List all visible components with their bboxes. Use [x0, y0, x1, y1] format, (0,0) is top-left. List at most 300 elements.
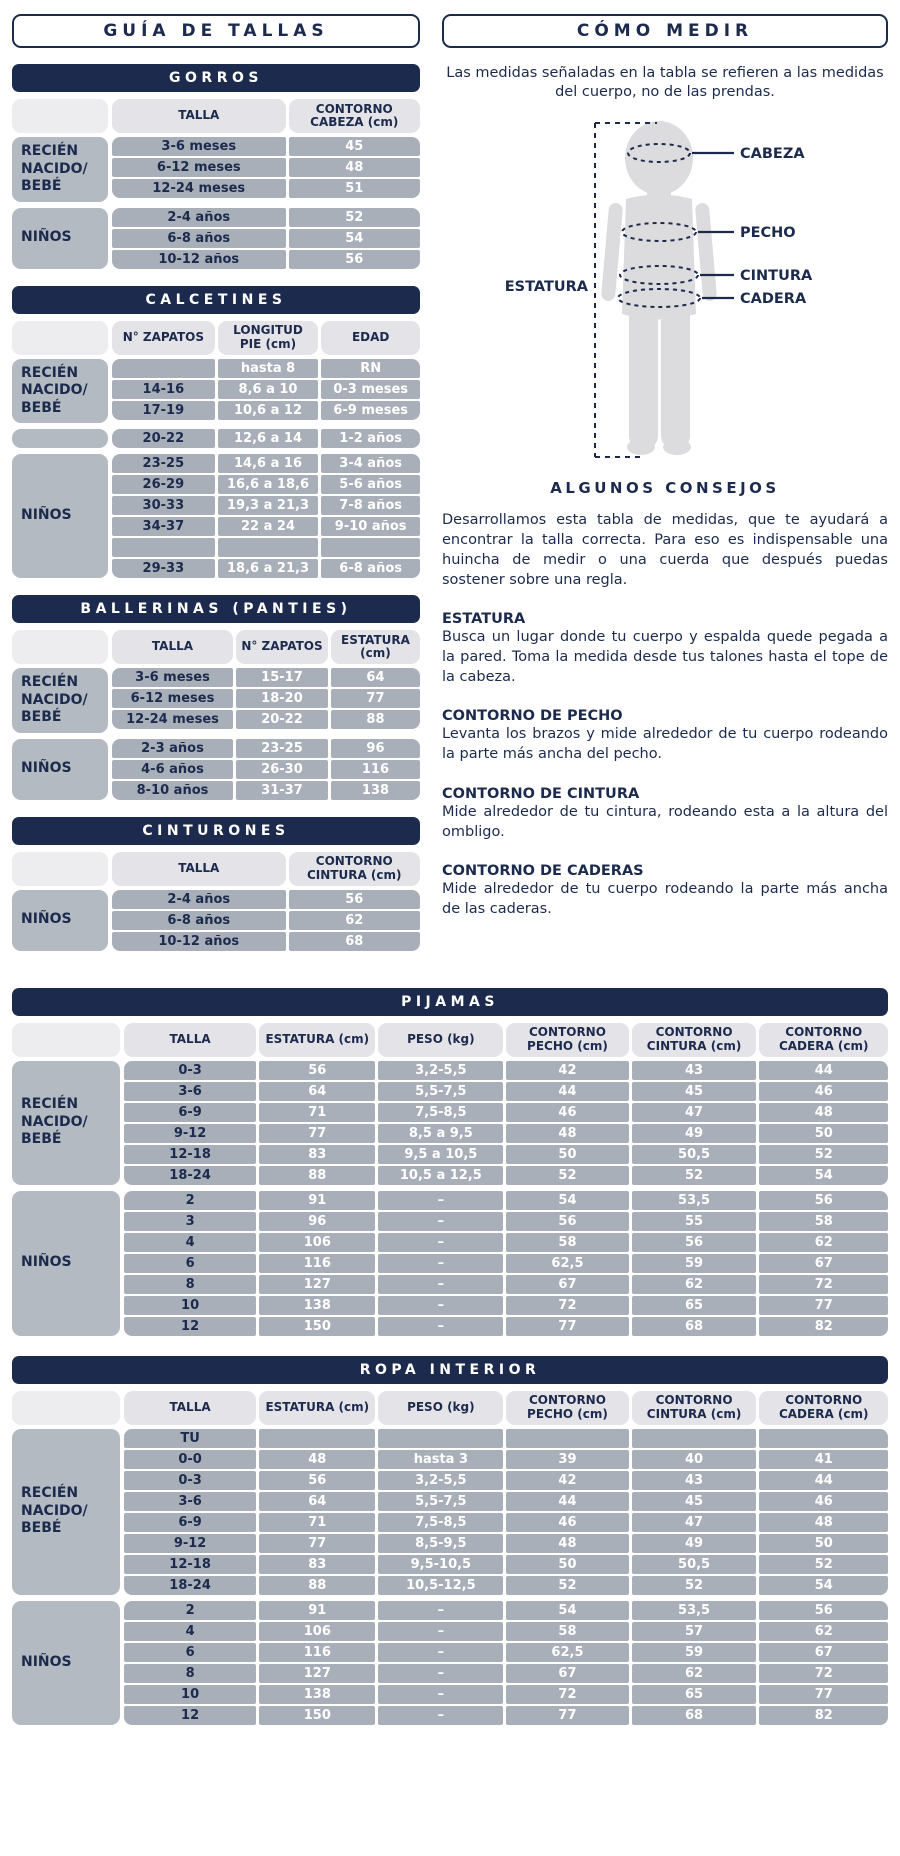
column-header: CONTORNO CINTURA (cm) — [632, 1023, 757, 1057]
table-row — [112, 475, 420, 494]
table-cell: 106 — [259, 1622, 375, 1641]
table-cell: 31-37 — [236, 781, 328, 800]
table-cell: 77 — [259, 1124, 375, 1143]
table-cell: 48 — [759, 1103, 888, 1122]
table-row — [124, 1622, 888, 1641]
table-cell: 82 — [759, 1706, 888, 1725]
table-cell: 88 — [331, 710, 420, 729]
table-cell: 3-6 — [124, 1492, 256, 1511]
table-cell: – — [378, 1706, 503, 1725]
table-row — [124, 1513, 888, 1532]
table-cell: 62 — [632, 1275, 757, 1294]
table-cell: 52 — [759, 1555, 888, 1574]
column-header: CONTORNO CABEZA (cm) — [289, 99, 420, 133]
table-cell: 9,5-10,5 — [378, 1555, 503, 1574]
table-cell: 1-2 años — [321, 429, 420, 448]
table-row — [112, 760, 420, 779]
row-group-rows — [112, 208, 420, 269]
table-cell: 71 — [259, 1513, 375, 1532]
table-cell: 77 — [506, 1317, 628, 1336]
table-cell: 12-18 — [124, 1145, 256, 1164]
column-header: CONTORNO CADERA (cm) — [759, 1023, 888, 1057]
table-row — [124, 1124, 888, 1143]
table-cell: 4-6 años — [112, 760, 233, 779]
column-header: PESO (kg) — [378, 1391, 503, 1425]
ballerinas-table — [12, 595, 420, 800]
table-cell: 56 — [506, 1212, 628, 1231]
table-cell: 23-25 — [236, 739, 328, 758]
row-group — [12, 668, 420, 733]
row-group-label: RECIÉN NACIDO/ BEBÉ — [12, 359, 108, 424]
table-row — [112, 710, 420, 729]
table-cell: 59 — [632, 1643, 757, 1662]
table-cell: 48 — [506, 1534, 628, 1553]
measure-intro-text: Las medidas señaladas en la tabla se refieren a las medidas del cuerpo, no de las prendas. — [446, 65, 884, 101]
table-row — [112, 689, 420, 708]
table-cell: 10-12 años — [112, 932, 286, 951]
header-grid — [124, 1023, 888, 1057]
cinturones-banner: CINTURONES — [12, 817, 420, 845]
table-cell: 64 — [331, 668, 420, 687]
table-cell: 0-3 meses — [321, 380, 420, 399]
table-cell: 3-4 años — [321, 454, 420, 473]
header-grid — [112, 99, 420, 133]
table-cell — [321, 538, 420, 557]
table-cell: 58 — [506, 1233, 628, 1252]
table-cell: 2-3 años — [112, 739, 233, 758]
column-header: PESO (kg) — [378, 1023, 503, 1057]
consejo-section-title: CONTORNO DE CINTURA — [442, 785, 640, 802]
table-cell: 83 — [259, 1145, 375, 1164]
table-cell: 3-6 meses — [112, 137, 286, 156]
table-cell — [112, 538, 215, 557]
table-cell: – — [378, 1254, 503, 1273]
table-cell: 54 — [506, 1191, 628, 1210]
header-spacer — [12, 1023, 120, 1057]
cinturones-header-row — [12, 852, 420, 886]
table-cell — [112, 359, 215, 378]
table-row — [124, 1145, 888, 1164]
ballerinas-header-row — [12, 630, 420, 664]
table-row — [124, 1601, 888, 1620]
table-row — [112, 739, 420, 758]
table-cell: 62,5 — [506, 1254, 628, 1273]
table-row — [112, 208, 420, 227]
table-cell: 4 — [124, 1233, 256, 1252]
table-cell: 59 — [632, 1254, 757, 1273]
table-cell: 46 — [506, 1103, 628, 1122]
table-cell: – — [378, 1275, 503, 1294]
table-cell: 45 — [289, 137, 420, 156]
table-row — [124, 1429, 888, 1448]
table-cell: RN — [321, 359, 420, 378]
table-cell: 48 — [759, 1513, 888, 1532]
table-cell: 46 — [506, 1513, 628, 1532]
table-cell: 127 — [259, 1664, 375, 1683]
table-row — [112, 454, 420, 473]
table-cell: 51 — [289, 179, 420, 198]
column-header: CONTORNO CINTURA (cm) — [632, 1391, 757, 1425]
table-cell: 50 — [759, 1124, 888, 1143]
column-header: TALLA — [112, 99, 286, 133]
table-cell: 10 — [124, 1296, 256, 1315]
header-grid — [112, 852, 420, 886]
table-cell: 77 — [506, 1706, 628, 1725]
column-header: ESTATURA (cm) — [331, 630, 420, 664]
table-cell: 68 — [632, 1317, 757, 1336]
table-cell: 41 — [759, 1450, 888, 1469]
table-cell: 67 — [759, 1643, 888, 1662]
column-header: ESTATURA (cm) — [259, 1391, 375, 1425]
row-group-label: NIÑOS — [12, 208, 108, 269]
consejo-section-text: Mide alrededor de tu cuerpo rodeando la parte más ancha de las caderas. — [442, 881, 888, 917]
table-cell: 96 — [331, 739, 420, 758]
table-cell: 64 — [259, 1492, 375, 1511]
row-group — [12, 890, 420, 951]
table-cell: 49 — [632, 1534, 757, 1553]
table-cell: 106 — [259, 1233, 375, 1252]
table-row — [124, 1706, 888, 1725]
table-cell: 39 — [506, 1450, 628, 1469]
table-cell: 72 — [506, 1685, 628, 1704]
table-row — [112, 517, 420, 536]
cinturones-table — [12, 817, 420, 951]
table-row — [124, 1664, 888, 1683]
row-group — [12, 1061, 888, 1185]
table-cell: 116 — [331, 760, 420, 779]
table-cell: 56 — [259, 1471, 375, 1490]
table-cell: 5,5-7,5 — [378, 1492, 503, 1511]
pijamas-table — [12, 988, 888, 1336]
pijamas-header-row — [12, 1023, 888, 1057]
table-cell: 72 — [759, 1664, 888, 1683]
table-cell: 116 — [259, 1643, 375, 1662]
table-cell: 44 — [506, 1082, 628, 1101]
table-cell: – — [378, 1622, 503, 1641]
column-header: ESTATURA (cm) — [259, 1023, 375, 1057]
table-cell: 12-24 meses — [112, 710, 233, 729]
table-cell: 8-10 años — [112, 781, 233, 800]
table-cell: – — [378, 1233, 503, 1252]
row-group-label: NIÑOS — [12, 1601, 120, 1725]
ropa-interior-table — [12, 1356, 888, 1725]
table-cell: 45 — [632, 1492, 757, 1511]
table-cell: 3,2-5,5 — [378, 1471, 503, 1490]
row-group-rows — [112, 890, 420, 951]
table-cell: 65 — [632, 1685, 757, 1704]
table-cell: 6-8 años — [112, 911, 286, 930]
table-cell: 8 — [124, 1275, 256, 1294]
header-grid — [112, 321, 420, 355]
how-to-measure-column — [442, 14, 888, 968]
table-cell: 67 — [506, 1664, 628, 1683]
estatura-label: ESTATURA — [504, 278, 588, 295]
table-cell: 44 — [759, 1471, 888, 1490]
table-row — [124, 1082, 888, 1101]
table-cell: 18-20 — [236, 689, 328, 708]
size-guide-title: GUÍA DE TALLAS — [12, 14, 420, 48]
gorros-header-row — [12, 99, 420, 133]
row-group-rows — [112, 454, 420, 578]
table-row — [124, 1233, 888, 1252]
table-cell: 88 — [259, 1576, 375, 1595]
table-cell: 91 — [259, 1601, 375, 1620]
row-group-rows — [124, 1429, 888, 1595]
table-cell: 8,6 a 10 — [218, 380, 319, 399]
table-cell: hasta 3 — [378, 1450, 503, 1469]
table-row — [112, 250, 420, 269]
gorros-table — [12, 64, 420, 269]
table-cell: 0-0 — [124, 1450, 256, 1469]
consejos-intro: Desarrollamos esta tabla de medidas, que te ayudará a encontrar la talla correcta. Para eso es indispensable una huincha de medir o una cuerda que después puedas sostener sobre una regla. — [442, 512, 888, 588]
table-cell — [218, 538, 319, 557]
pijamas-banner: PIJAMAS — [12, 988, 888, 1016]
consejo-cintura — [442, 786, 888, 842]
table-row — [112, 429, 420, 448]
table-cell: 48 — [259, 1450, 375, 1469]
table-row — [112, 781, 420, 800]
table-cell: 91 — [259, 1191, 375, 1210]
row-group-rows — [124, 1191, 888, 1336]
table-cell: 48 — [506, 1124, 628, 1143]
row-group-rows — [112, 739, 420, 800]
table-cell: 14,6 a 16 — [218, 454, 319, 473]
table-cell: – — [378, 1643, 503, 1662]
table-cell: 18-24 — [124, 1576, 256, 1595]
table-cell: 82 — [759, 1317, 888, 1336]
table-cell: 40 — [632, 1450, 757, 1469]
table-cell: 7-8 años — [321, 496, 420, 515]
table-cell: 8,5 a 9,5 — [378, 1124, 503, 1143]
table-cell: 65 — [632, 1296, 757, 1315]
table-row — [112, 890, 420, 909]
table-cell: 77 — [259, 1534, 375, 1553]
table-cell — [506, 1429, 628, 1448]
row-group-rows — [112, 359, 420, 424]
table-cell: 62 — [632, 1664, 757, 1683]
table-cell: 3,2-5,5 — [378, 1061, 503, 1080]
table-cell: 62,5 — [506, 1643, 628, 1662]
table-cell — [632, 1429, 757, 1448]
table-cell: 0-3 — [124, 1471, 256, 1490]
table-cell: 54 — [759, 1576, 888, 1595]
consejo-section-text: Levanta los brazos y mide alrededor de tu cuerpo rodeando la parte más ancha del pecho. — [442, 726, 888, 763]
row-group-label — [12, 429, 108, 448]
table-cell: 10,6 a 12 — [218, 401, 319, 420]
row-group-label: NIÑOS — [12, 1191, 120, 1336]
table-cell: 9-10 años — [321, 517, 420, 536]
table-cell: hasta 8 — [218, 359, 319, 378]
table-cell: 77 — [759, 1685, 888, 1704]
table-cell: 48 — [289, 158, 420, 177]
row-group — [12, 1191, 888, 1336]
table-cell: 10 — [124, 1685, 256, 1704]
column-header: EDAD — [321, 321, 420, 355]
table-cell: – — [378, 1685, 503, 1704]
table-cell: 14-16 — [112, 380, 215, 399]
table-cell: 50 — [759, 1534, 888, 1553]
table-cell: 83 — [259, 1555, 375, 1574]
table-row — [112, 538, 420, 557]
table-cell: 9-12 — [124, 1124, 256, 1143]
table-cell: 12 — [124, 1706, 256, 1725]
table-row — [112, 359, 420, 378]
table-cell: 20-22 — [112, 429, 215, 448]
table-row — [112, 229, 420, 248]
table-cell: 67 — [759, 1254, 888, 1273]
header-grid — [112, 630, 420, 664]
pecho-label: PECHO — [740, 224, 796, 241]
row-group-rows — [124, 1601, 888, 1725]
table-cell: 22 a 24 — [218, 517, 319, 536]
table-cell: 20-22 — [236, 710, 328, 729]
table-cell: 62 — [759, 1233, 888, 1252]
table-cell: 50 — [506, 1555, 628, 1574]
row-group — [12, 739, 420, 800]
row-group — [12, 1601, 888, 1725]
table-cell: 52 — [506, 1576, 628, 1595]
table-cell: 6-9 — [124, 1513, 256, 1532]
column-header: TALLA — [112, 630, 233, 664]
table-cell: 8 — [124, 1664, 256, 1683]
table-cell: 77 — [331, 689, 420, 708]
table-cell: 47 — [632, 1103, 757, 1122]
table-row — [112, 496, 420, 515]
table-cell: 71 — [259, 1103, 375, 1122]
column-header: TALLA — [124, 1023, 256, 1057]
table-cell: – — [378, 1191, 503, 1210]
table-row — [124, 1212, 888, 1231]
table-cell: 138 — [331, 781, 420, 800]
table-cell — [378, 1429, 503, 1448]
table-cell: 6-8 años — [112, 229, 286, 248]
table-cell: 12-18 — [124, 1555, 256, 1574]
table-cell: 52 — [632, 1576, 757, 1595]
table-cell: 44 — [759, 1061, 888, 1080]
table-cell: 52 — [632, 1166, 757, 1185]
row-group — [12, 359, 420, 424]
table-cell: 88 — [259, 1166, 375, 1185]
table-cell: 5-6 años — [321, 475, 420, 494]
table-row — [124, 1534, 888, 1553]
table-cell: 55 — [632, 1212, 757, 1231]
row-group — [12, 208, 420, 269]
table-row — [124, 1296, 888, 1315]
header-spacer — [12, 630, 108, 664]
table-cell: 6-8 años — [321, 559, 420, 578]
body-measure-diagram — [442, 111, 888, 471]
table-row — [124, 1643, 888, 1662]
row-group — [12, 1429, 888, 1595]
table-cell: 15-17 — [236, 668, 328, 687]
table-cell: 67 — [506, 1275, 628, 1294]
table-cell: 34-37 — [112, 517, 215, 536]
table-cell: 3 — [124, 1212, 256, 1231]
calcetines-table — [12, 286, 420, 579]
table-cell: 2-4 años — [112, 890, 286, 909]
table-cell: 43 — [632, 1471, 757, 1490]
column-header: CONTORNO CINTURA (cm) — [289, 852, 420, 886]
table-row — [124, 1471, 888, 1490]
table-cell: 68 — [632, 1706, 757, 1725]
table-cell: 54 — [759, 1166, 888, 1185]
consejo-section-text: Mide alrededor de tu cintura, rodeando esta a la altura del ombligo. — [442, 803, 888, 840]
column-header: LONGITUD PIE (cm) — [218, 321, 319, 355]
row-group-rows — [112, 668, 420, 733]
consejo-estatura — [442, 611, 888, 687]
table-cell: 68 — [289, 932, 420, 951]
consejo-section-text: Busca un lugar donde tu cuerpo y espalda quede pegada a la pared. Toma la medida desde tus talones hasta el tope de la cabeza. — [442, 629, 888, 685]
table-cell: – — [378, 1317, 503, 1336]
table-cell: 150 — [259, 1706, 375, 1725]
table-row — [124, 1576, 888, 1595]
table-cell: 30-33 — [112, 496, 215, 515]
table-cell: 72 — [759, 1275, 888, 1294]
table-cell: 12-24 meses — [112, 179, 286, 198]
gorros-banner: GORROS — [12, 64, 420, 92]
row-group-label: RECIÉN NACIDO/ BEBÉ — [12, 668, 108, 733]
child-silhouette-figure — [442, 111, 892, 471]
table-row — [112, 932, 420, 951]
table-cell: 6-12 meses — [112, 158, 286, 177]
column-header: N° ZAPATOS — [236, 630, 328, 664]
column-header: N° ZAPATOS — [112, 321, 215, 355]
table-cell: 54 — [289, 229, 420, 248]
table-cell: 46 — [759, 1492, 888, 1511]
table-cell: 6 — [124, 1643, 256, 1662]
size-guide-column — [12, 14, 420, 968]
table-cell: 47 — [632, 1513, 757, 1532]
column-header: CONTORNO CADERA (cm) — [759, 1391, 888, 1425]
table-cell: 52 — [506, 1166, 628, 1185]
table-row — [112, 401, 420, 420]
row-group — [12, 454, 420, 578]
table-row — [124, 1061, 888, 1080]
row-group-label: NIÑOS — [12, 739, 108, 800]
table-row — [124, 1555, 888, 1574]
table-row — [124, 1191, 888, 1210]
cadera-label: CADERA — [740, 290, 807, 307]
row-group-label: NIÑOS — [12, 890, 108, 951]
table-cell: 42 — [506, 1471, 628, 1490]
table-cell: 26-29 — [112, 475, 215, 494]
table-cell: 2-4 años — [112, 208, 286, 227]
table-cell: 64 — [259, 1082, 375, 1101]
table-row — [124, 1685, 888, 1704]
table-cell: 10,5 a 12,5 — [378, 1166, 503, 1185]
table-row — [124, 1254, 888, 1273]
calcetines-banner: CALCETINES — [12, 286, 420, 314]
table-cell: 23-25 — [112, 454, 215, 473]
table-row — [112, 668, 420, 687]
table-cell: TU — [124, 1429, 256, 1448]
table-cell: 62 — [759, 1622, 888, 1641]
table-cell: 18,6 a 21,3 — [218, 559, 319, 578]
consejo-section-title: CONTORNO DE PECHO — [442, 708, 623, 725]
row-group-label: RECIÉN NACIDO/ BEBÉ — [12, 137, 108, 202]
table-row — [112, 158, 420, 177]
ropa_interior-header-row — [12, 1391, 888, 1425]
table-cell: 2 — [124, 1191, 256, 1210]
table-row — [124, 1492, 888, 1511]
table-cell: 138 — [259, 1685, 375, 1704]
table-cell: 56 — [289, 250, 420, 269]
table-cell: 26-30 — [236, 760, 328, 779]
table-cell: – — [378, 1664, 503, 1683]
table-cell: 42 — [506, 1061, 628, 1080]
table-row — [112, 380, 420, 399]
table-cell: 57 — [632, 1622, 757, 1641]
